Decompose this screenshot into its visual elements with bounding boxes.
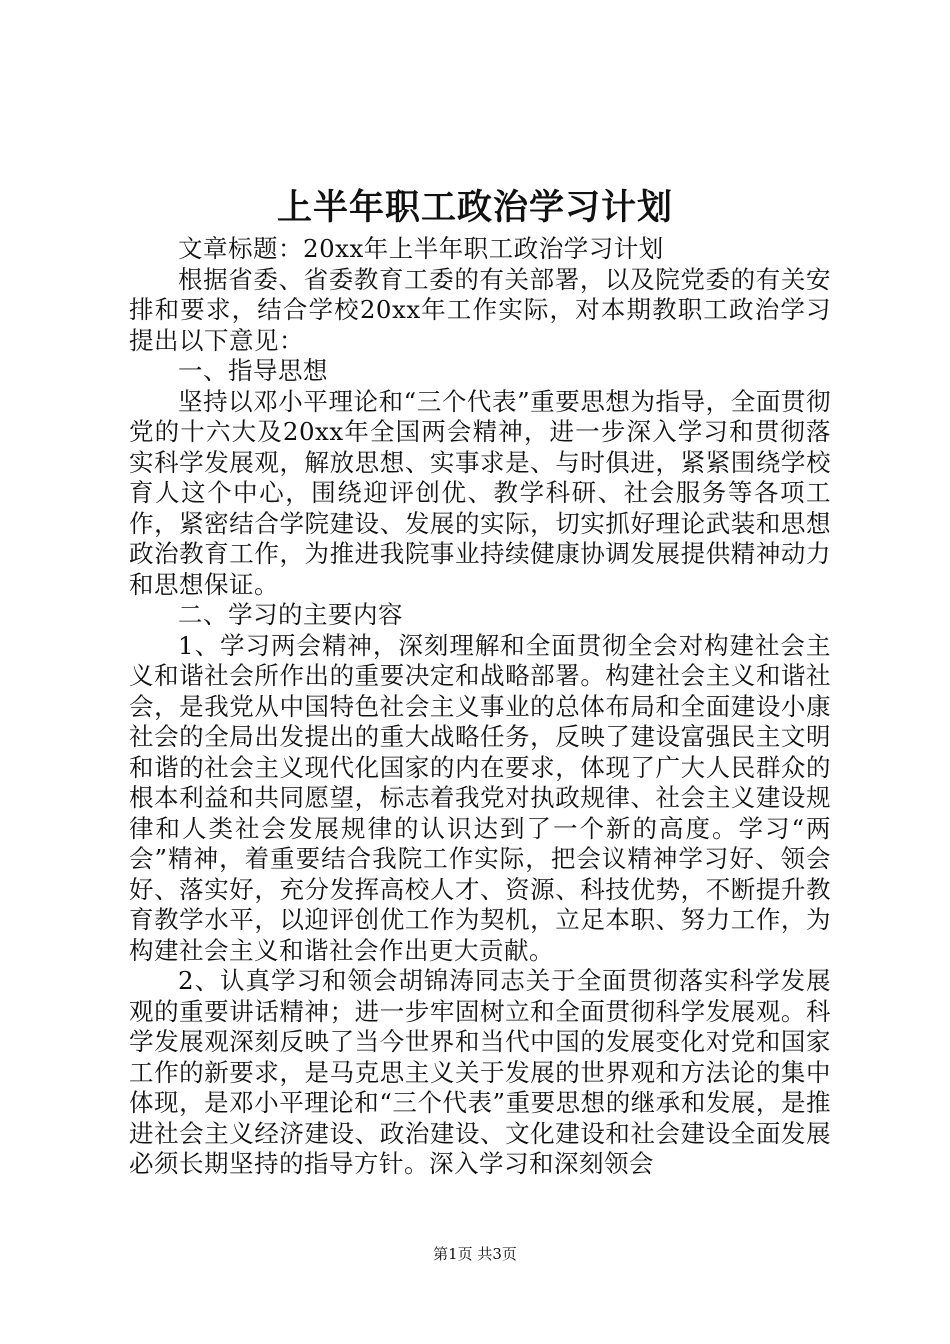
article-title-line: 文章标题：20xx年上半年职工政治学习计划 — [178, 234, 664, 263]
content-item-2-paragraph: 2、认真学习和领会胡锦涛同志关于全面贯彻落实科学发展观的重要讲话精神；进一步牢固树立和全面贯彻科学发展观。科学发展观深刻反映了当今世界和当代中国的发展变化对党和国家工作的新要求，是马克思主义关于发展的世界观和方法论的集中体现，是邓小平理论和“三个代表”重要思想的继承和发展，是推进社会主义经济建设、政治建设、文化建设和社会建设全面发展必须长期坚持的指导方针。深入学习和深刻领会 — [129, 966, 831, 1178]
page-footer: 第1页 共3页 — [433, 1245, 517, 1263]
section-heading-main-content: 二、学习的主要内容 — [178, 600, 403, 629]
content-item-1-paragraph: 1、学习两会精神，深刻理解和全面贯彻全会对构建社会主义和谐社会所作出的重要决定和战略部署。构建社会主义和谐社会，是我党从中国特色社会主义事业的总体布局和全面建设小康社会的全局出发提出的重大战略任务，反映了建设富强民主文明和谐的社会主义现代化国家的内在要求，体现了广大人民群众的根本利益和共同愿望，标志着我党对执政规律、社会主义建设规律和人类社会发展规律的认识达到了一个新的高度。学习“两会”精神，着重要结合我院工作实际，把会议精神学习好、领会好、落实好，充分发挥高校人才、资源、科技优势，不断提升教育教学水平，以迎评创优工作为契机，立足本职、努力工作，为构建社会主义和谐社会作出更大贡献。 — [129, 630, 831, 965]
document-title: 上半年职工政治学习计划 — [276, 187, 673, 228]
intro-paragraph: 根据省委、省委教育工委的有关部署，以及院党委的有关安排和要求，结合学校20xx年工作实际，对本期教职工政治学习提出以下意见： — [129, 264, 831, 355]
document-body — [129, 234, 831, 1180]
section-heading-guiding-thought: 一、指导思想 — [178, 356, 328, 385]
guiding-thought-paragraph: 坚持以邓小平理论和“三个代表”重要思想为指导，全面贯彻党的十六大及20xx年全国两会精神，进一步深入学习和贯彻落实科学发展观，解放思想、实事求是、与时俱进，紧紧围绕学校育人这个中心，围绕迎评创优、教学科研、社会服务等各项工作，紧密结合学院建设、发展的实际，切实抓好理论武装和思想政治教育工作，为推进我院事业持续健康协调发展提供精神动力和思想保证。 — [129, 386, 831, 599]
